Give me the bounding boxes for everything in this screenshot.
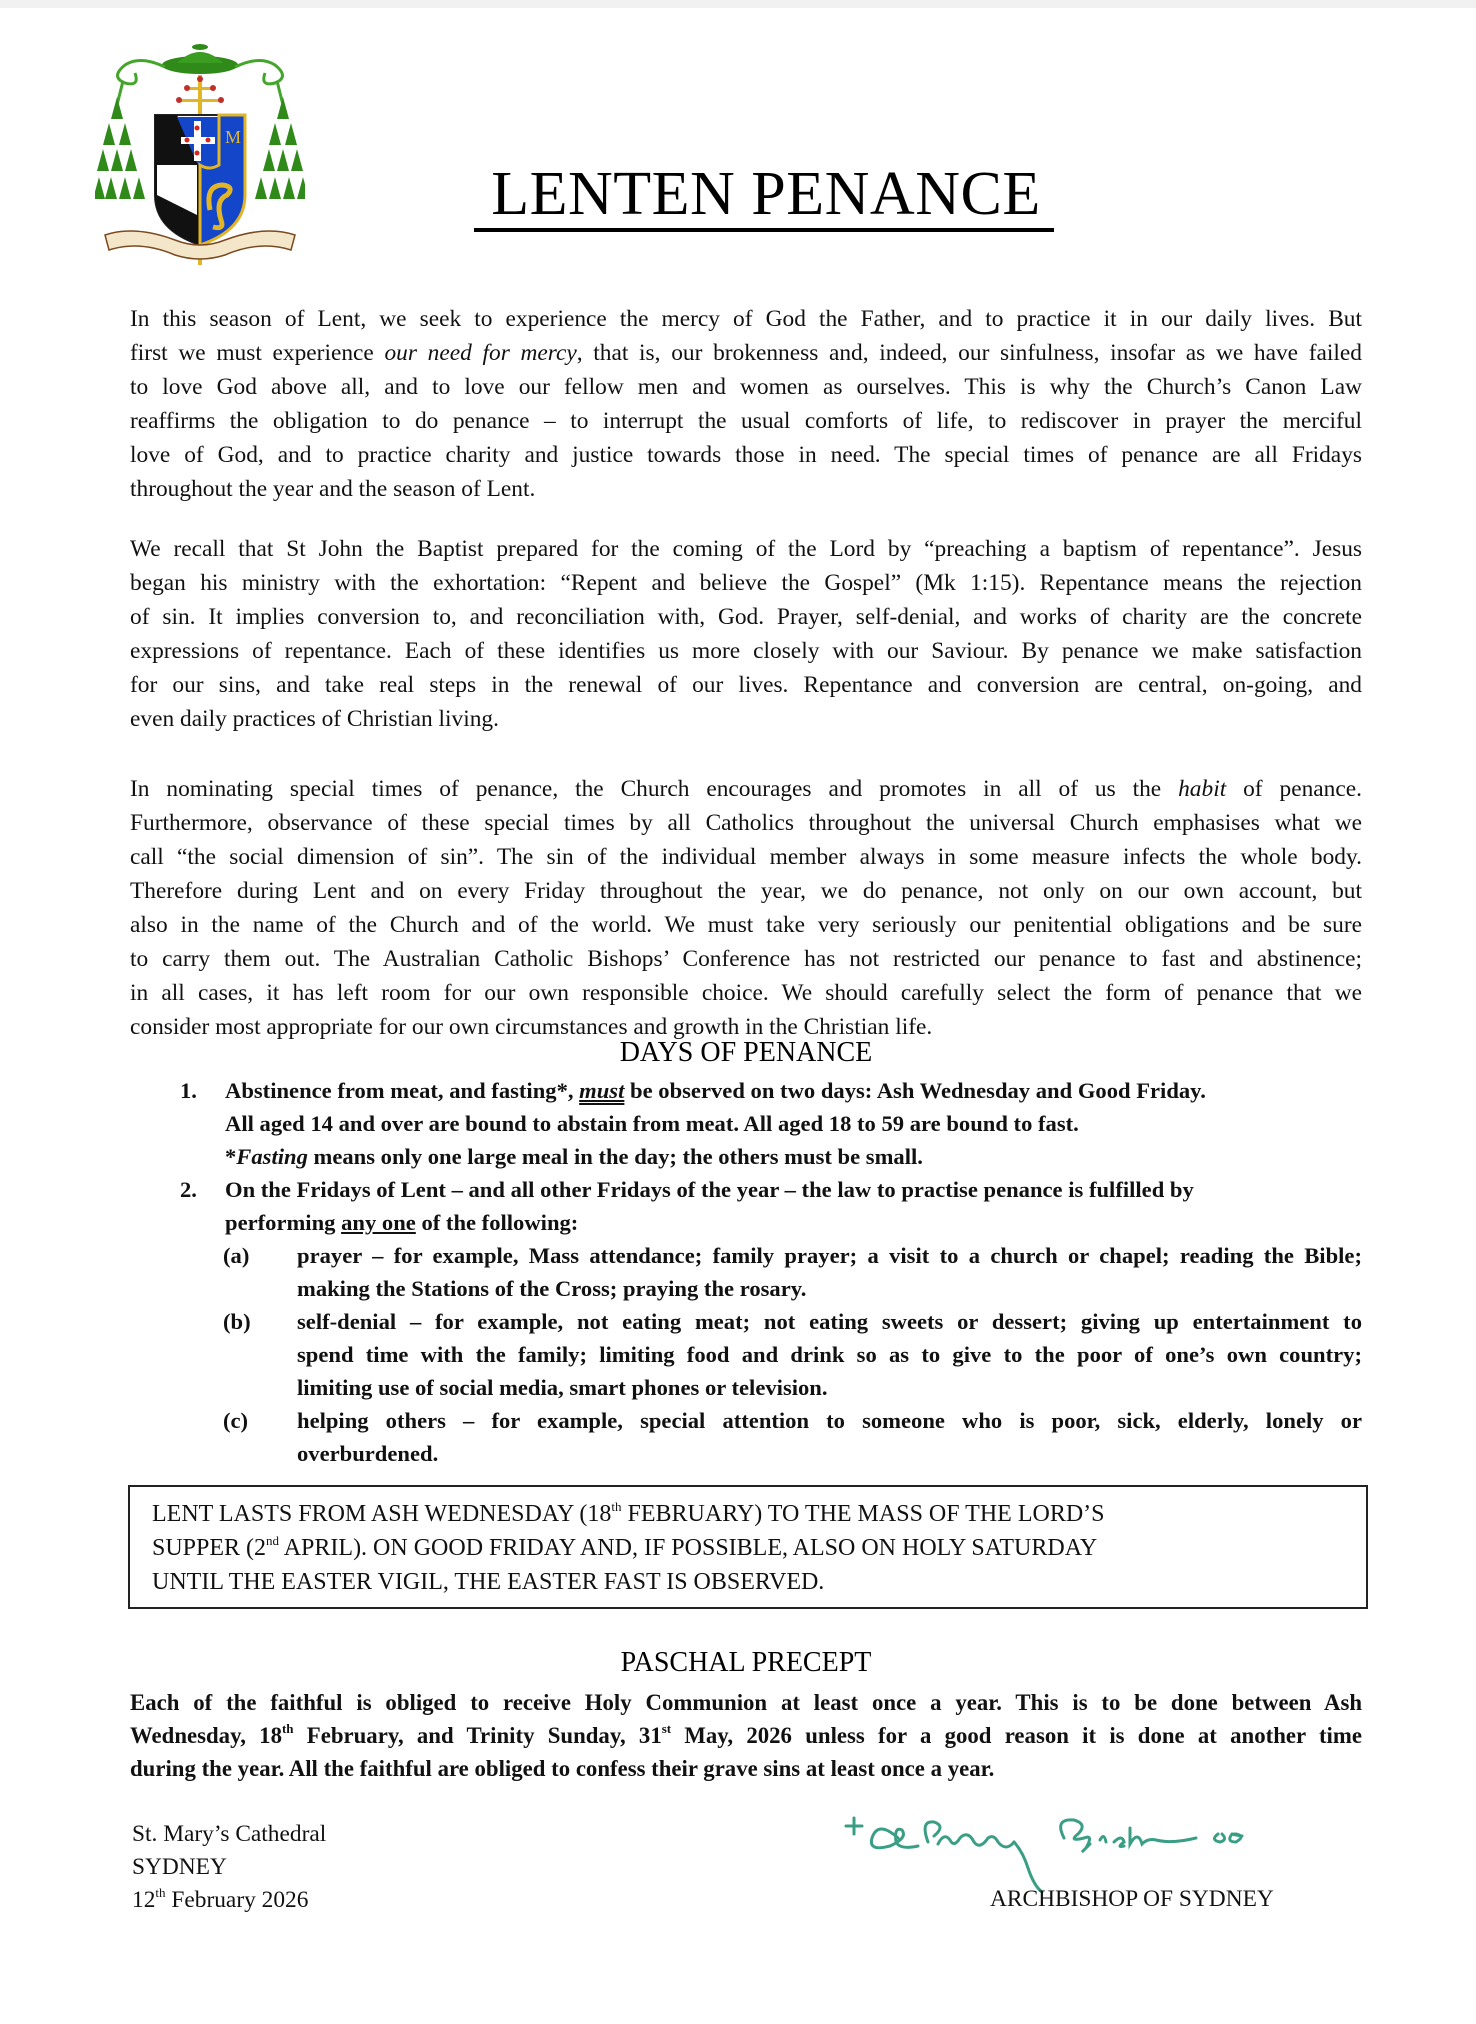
text-segment: 12 — [132, 1887, 156, 1913]
paragraph-line: even daily practices of Christian living. — [130, 706, 499, 732]
option-line: prayer – for example, Mass attendance; family prayer; a visit to a church or chapel; reading the Bible; — [297, 1243, 1362, 1268]
paragraph-line: consider most appropriate for our own circumstances and growth in the Christian life. — [130, 1014, 933, 1040]
option-label: (c) — [223, 1408, 249, 1433]
paragraph-line: of sin. It implies conversion to, and reconciliation with, God. Prayer, self-denial, and works of charity are the concrete — [130, 604, 1362, 630]
paschal-precept-heading: PASCHAL PRECEPT — [620, 1647, 872, 1678]
paragraph-line: in all cases, it has left room for our own responsible choice. We should carefully select the form of penance that we — [130, 980, 1362, 1006]
precept-line: Each of the faithful is obliged to receive Holy Communion at least once a year. This is to be done between Ash — [130, 1690, 1362, 1715]
paragraph-line: We recall that St John the Baptist prepared for the coming of the Lord by “preaching a baptism of repentance”. Jesus — [130, 536, 1362, 562]
galero-hat — [162, 44, 238, 74]
paragraph-line: call “the social dimension of sin”. The sin of the individual member always in some measure infects the whole body. — [130, 844, 1362, 870]
tassels-left — [95, 97, 145, 199]
intro-paragraph-3 — [130, 772, 1362, 1044]
precept-line: during the year. All the faithful are obliged to confess their grave sins at least once a year. — [130, 1756, 995, 1781]
svg-text:M: M — [225, 127, 242, 147]
text-segment: performing — [225, 1210, 342, 1235]
text-segment: Abstinence from meat, and fasting*, — [225, 1078, 580, 1103]
fasting-note — [225, 1140, 1362, 1173]
text-segment: APRIL). ON GOOD FRIDAY AND, IF POSSIBLE, ALSO ON HOLY SATURDAY — [279, 1535, 1098, 1561]
days-of-penance-heading: DAYS OF PENANCE — [619, 1037, 873, 1068]
text-segment: of the following: — [415, 1210, 579, 1235]
paragraph-line: love of God, and to practice charity and justice towards those in need. The special times of penance are all Fridays — [130, 442, 1362, 468]
text-segment: , that is, our brokenness and, indeed, our sinfulness, insofar as we have failed — [576, 340, 1362, 366]
paragraph-line-with-italic — [130, 336, 1362, 370]
list-number: 1. — [180, 1078, 197, 1103]
paragraph-line: also in the name of the Church and of the world. We must take very seriously our penitential obligations and be sure — [130, 912, 1362, 938]
list-item-1 — [130, 1074, 1362, 1173]
paragraph-line-with-italic — [130, 772, 1362, 806]
option-line: making the Stations of the Cross; praying the rosary. — [297, 1276, 807, 1301]
italic-emphasis: habit — [1178, 776, 1227, 802]
place-name: St. Mary’s Cathedral — [132, 1821, 327, 1847]
text-segment: SUPPER (2 — [152, 1535, 267, 1561]
option-c — [225, 1404, 1362, 1470]
item-line — [225, 1074, 1362, 1107]
tassels-right — [255, 97, 305, 199]
option-b — [225, 1305, 1362, 1404]
text-segment: In nominating special times of penance, the Church encourages and promotes in all of us the — [130, 776, 1179, 802]
issue-place-and-date — [132, 1818, 326, 1917]
list-item-2 — [130, 1173, 1362, 1239]
option-line: spend time with the family; limiting food and drink so as to give to the poor of one’s own country; — [297, 1342, 1362, 1367]
paragraph-line: for our sins, and take real steps in the renewal of our lives. Repentance and conversion are central, on-going, and — [130, 672, 1362, 698]
text-segment: means only one large meal in the day; the others must be small. — [307, 1144, 923, 1169]
paragraph-line: to carry them out. The Australian Catholic Bishops’ Conference has not restricted our penance to fast and abstinence; — [130, 946, 1362, 972]
ordinal-suffix: th — [611, 1499, 622, 1514]
paragraph-line: to love God above all, and to love our fellow men and women as ourselves. This is why the Church’s Canon Law — [130, 374, 1362, 400]
option-line: overburdened. — [297, 1441, 439, 1466]
signatory-title: ARCHBISHOP OF SYDNEY — [990, 1886, 1274, 1912]
precept-line — [130, 1719, 1362, 1752]
text-segment: be observed on two days: Ash Wednesday and Good Friday. — [624, 1078, 1206, 1103]
text-segment: February 2026 — [165, 1887, 309, 1913]
underlined-any-one: any one — [341, 1210, 416, 1235]
text-segment: LENT LASTS FROM ASH WEDNESDAY (18 — [152, 1501, 612, 1527]
lent-dates-box — [128, 1485, 1368, 1609]
option-label: (b) — [223, 1309, 251, 1334]
item-line: On the Fridays of Lent – and all other Fridays of the year – the law to practise penance is fulfilled by — [225, 1177, 1194, 1202]
page-title: LENTEN PENANCE — [491, 160, 1041, 228]
text-segment: of penance. — [1226, 776, 1362, 802]
box-line — [152, 1497, 1366, 1531]
italic-emphasis: Fasting — [236, 1144, 308, 1169]
ordinal-suffix: st — [661, 1721, 672, 1736]
shield — [155, 115, 245, 245]
days-of-penance-list — [130, 1074, 1362, 1470]
ordinal-suffix: th — [281, 1721, 294, 1736]
intro-paragraph-1 — [130, 302, 1362, 506]
option-label: (a) — [223, 1243, 250, 1268]
city-name: SYDNEY — [132, 1854, 227, 1880]
paragraph-line: Furthermore, observance of these special times by all Catholics throughout the universal Church emphasises what we — [130, 810, 1362, 836]
paschal-precept-text — [130, 1686, 1362, 1785]
paragraph-line: throughout the year and the season of Lent. — [130, 476, 536, 502]
paragraph-line: In this season of Lent, we seek to experience the mercy of God the Father, and to practice it in our daily lives. But — [130, 306, 1362, 332]
item-line — [225, 1206, 1362, 1239]
intro-paragraph-2 — [130, 532, 1362, 736]
text-segment: February, and Trinity Sunday, 31 — [293, 1723, 662, 1748]
ordinal-suffix: th — [155, 1885, 166, 1900]
paragraph-line: began his ministry with the exhortation: “Repent and believe the Gospel” (Mk 1:15). Repentance means the rejection — [130, 570, 1362, 596]
paragraph-line: reaffirms the obligation to do penance – to interrupt the usual comforts of life, to rediscover in prayer the merciful — [130, 408, 1362, 434]
title-underline — [474, 228, 1054, 232]
coat-of-arms-icon — [95, 35, 305, 270]
top-strip — [0, 0, 1476, 8]
ordinal-suffix: nd — [266, 1533, 280, 1548]
paragraph-line: expressions of repentance. Each of these identifies us more closely with our Saviour. By penance we make satisfaction — [130, 638, 1362, 664]
option-line: self-denial – for example, not eating meat; not eating sweets or dessert; giving up entertainment to — [297, 1309, 1362, 1334]
option-a — [225, 1239, 1362, 1305]
item-line: All aged 14 and over are bound to abstain from meat. All aged 18 to 59 are bound to fast. — [225, 1111, 1079, 1136]
italic-emphasis: our need for mercy — [384, 340, 577, 366]
text-segment: first we must experience — [130, 340, 385, 366]
option-line: helping others – for example, special attention to someone who is poor, sick, elderly, lonely or — [297, 1408, 1362, 1433]
text-segment: Wednesday, 18 — [130, 1723, 282, 1748]
option-line: limiting use of social media, smart phones or television. — [297, 1375, 828, 1400]
asterisk: * — [225, 1144, 237, 1169]
text-segment: May, 2026 unless for a good reason it is done at another time — [671, 1723, 1362, 1748]
paragraph-line: Therefore during Lent and on every Friday throughout the year, we do penance, not only on our own account, but — [130, 878, 1362, 904]
emphasis-must: must — [579, 1078, 625, 1103]
box-line: UNTIL THE EASTER VIGIL, THE EASTER FAST IS OBSERVED. — [152, 1569, 825, 1595]
issue-date — [132, 1884, 326, 1917]
box-line — [152, 1531, 1366, 1565]
list-number: 2. — [180, 1177, 197, 1202]
text-segment: FEBRUARY) TO THE MASS OF THE LORD’S — [621, 1501, 1105, 1527]
